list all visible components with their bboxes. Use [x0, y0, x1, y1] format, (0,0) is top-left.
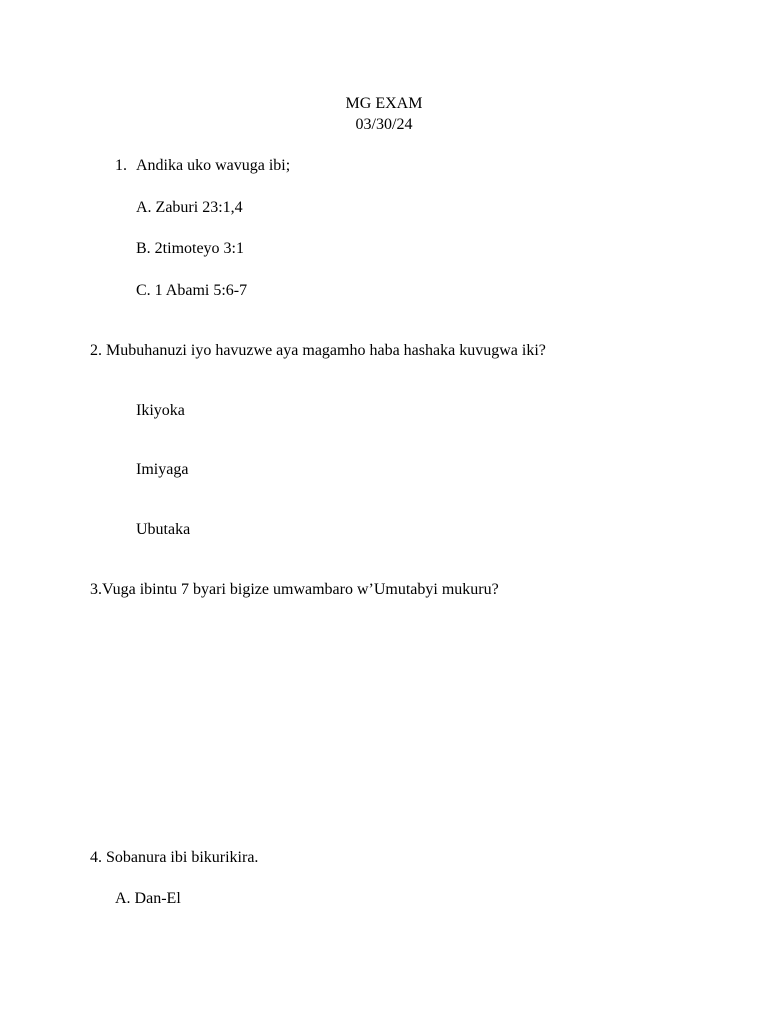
question-2-item-2: Imiyaga [136, 461, 189, 478]
exam-date: 03/30/24 [355, 116, 413, 133]
question-1-text: Andika uko wavuga ibi; [136, 157, 291, 174]
question-4-item-a: A. Dan-El [115, 890, 181, 907]
question-3-text: 3.Vuga ibintu 7 byari bigize umwambaro w’Umutabyi mukuru? [90, 581, 499, 598]
question-1-number: 1. [115, 157, 127, 174]
question-1-item-c: C. 1 Abami 5:6-7 [136, 282, 248, 299]
question-1-item-a: A. Zaburi 23:1,4 [136, 199, 243, 216]
exam-title: MG EXAM [345, 95, 423, 112]
question-2-item-3: Ubutaka [136, 521, 191, 538]
question-2-item-1: Ikiyoka [136, 402, 185, 419]
question-4-text: 4. Sobanura ibi bikurikira. [90, 849, 259, 866]
question-1-item-b: B. 2timoteyo 3:1 [136, 240, 244, 257]
question-2-text: 2. Mubuhanuzi iyo havuzwe aya magamho haba hashaka kuvugwa iki? [90, 342, 546, 359]
